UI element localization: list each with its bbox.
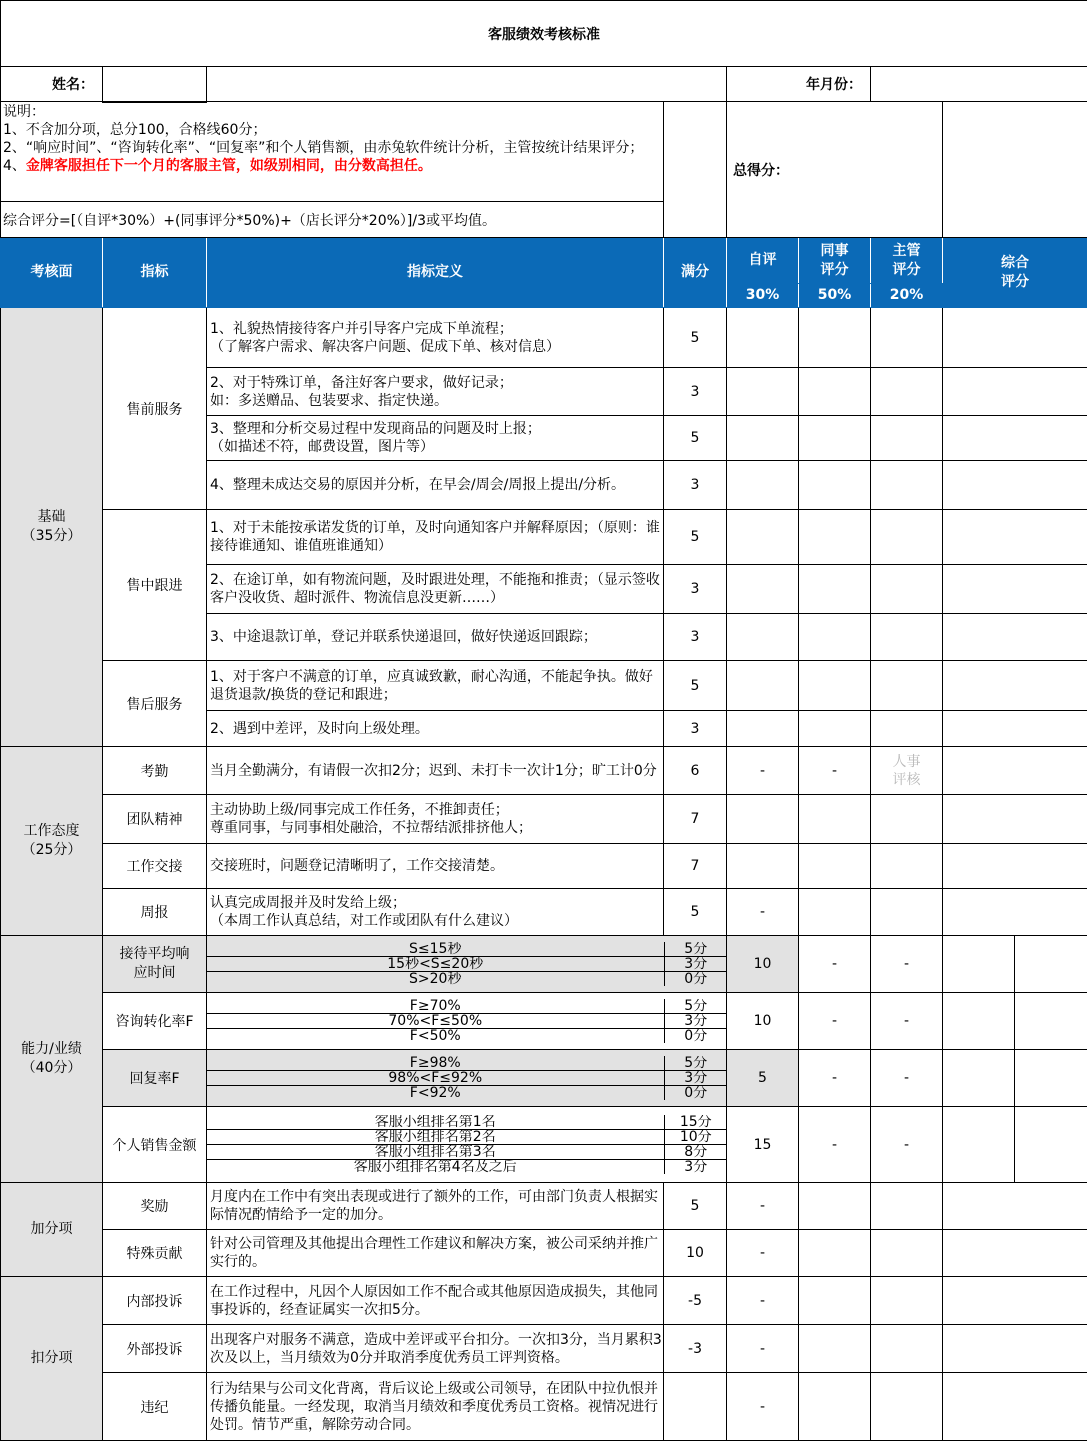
self-score-cell[interactable] [727,844,799,889]
blank-cell [664,102,727,238]
item-insale: 售中跟进 [103,510,207,661]
mgr-score-cell[interactable] [871,368,943,416]
peer-score-cell[interactable] [799,1325,871,1373]
peer-score-cell[interactable] [799,368,871,416]
criteria-points: 15分 [664,1115,727,1130]
col-peer-header: 同事 评分 [799,238,871,284]
definition-cell: 出现客户对服务不满意，造成中差评或平台扣分。一次扣3分，当月累积3次及以上，当月绩效为0分并取消季度优秀员工评判资格。 [207,1325,664,1373]
item-reply-rate: 回复率F [103,1050,207,1107]
criteria-condition: 客服小组排名第4名及之后 [207,1160,664,1175]
mgr-score-cell[interactable] [871,795,943,844]
peer-score-cell[interactable] [799,661,871,711]
criteria-points: 0分 [684,1085,708,1100]
full-score: 10 [727,993,799,1050]
section-bonus: 加分项 [1,1183,103,1277]
item-violation: 违纪 [103,1373,207,1441]
definition-cell: 在工作过程中，凡因个人原因如工作不配合或其他原因造成损失，其他同事投诉的，经查证属实一次扣5分。 [207,1277,664,1325]
criteria-condition: 70%<F≤50% [207,1014,664,1029]
name-label: 姓名： [1,67,103,102]
criteria-points: 0分 [684,1028,708,1043]
full-score: 6 [664,747,727,795]
total-score-cell[interactable] [943,795,1087,844]
section-attitude: 工作态度 （25分） [1,747,103,936]
mgr-score-cell[interactable] [943,936,1015,993]
mgr-score-cell[interactable] [871,510,943,565]
full-score [664,1373,727,1441]
mgr-score-cell[interactable] [871,416,943,461]
mgr-score-cell[interactable] [871,844,943,889]
definition-cell: 行为结果与公司文化背离，背后议论上级或公司领导，在团队中拉仇恨并传播负能量。一经发现，取消当月绩效和季度优秀员工资格。视情况进行处罚。情节严重，解除劳动合同。 [207,1373,664,1441]
criteria-condition: F<50% [207,1029,664,1044]
self-score-cell[interactable]: - [727,889,799,936]
full-score: 10 [664,1230,727,1277]
total-score-cell[interactable] [1015,1050,1087,1107]
mgr-score-cell[interactable] [871,1325,943,1373]
full-score: 10 [727,936,799,993]
self-score-cell[interactable] [727,308,799,368]
peer-score-cell[interactable] [799,565,871,614]
peer-score-cell[interactable] [799,614,871,661]
definition-cell: 4、整理未成达交易的原因并分析，在早会/周会/周报上提出/分析。 [207,461,664,510]
full-score: 5 [664,1183,727,1230]
item-weekly: 周报 [103,889,207,936]
total-score-cell[interactable] [943,510,1087,565]
definition-cell: 1、礼貌热情接待客户并引导客户完成下单流程； （了解客户需求、解决客户问题、促成下单、核对信息） [207,308,664,368]
criteria-cell [207,1050,727,1107]
definition-cell: 主动协助上级/同事完成工作任务，不推卸责任； 尊重同事，与同事相处融洽，不拉帮结派排挤他人； [207,795,664,844]
full-score: 5 [664,308,727,368]
self-score-cell[interactable]: - [727,1230,799,1277]
note-red-text: 金牌客服担任下一个月的客服主管，如级别相同，由分数高担任。 [25,157,432,174]
definition-cell: 月度内在工作中有突出表现或进行了额外的工作，可由部门负责人根据实际情况酌情给予一定的加分。 [207,1183,664,1230]
criteria-table [207,999,727,1043]
peer-score-cell[interactable]: - [871,936,943,993]
full-score: 15 [727,1107,799,1183]
weight-self: 30% [727,284,799,308]
item-presale: 售前服务 [103,308,207,510]
self-score-cell[interactable]: - [727,1277,799,1325]
mgr-score-cell[interactable] [871,1373,943,1441]
full-score: 7 [664,795,727,844]
peer-score-cell[interactable] [799,1230,871,1277]
mgr-score-cell[interactable] [871,1230,943,1277]
note-line: 2、“响应时间”、“咨询转化率”、“回复率”和个人销售额，由赤兔软件统计分析，主管按统计结果评分； [3,139,644,156]
notes-block [1,102,664,202]
col-def-header: 指标定义 [207,238,664,308]
criteria-points: 5分 [664,999,727,1014]
criteria-condition: S>20秒 [207,972,664,987]
peer-score-cell[interactable] [799,844,871,889]
item-personal-sales: 个人销售金额 [103,1107,207,1183]
mgr-score-cell[interactable] [871,661,943,711]
blank-cell [207,67,727,102]
total-score-cell[interactable] [943,614,1087,661]
criteria-points: 3分 [664,1014,727,1029]
total-score-cell[interactable] [1015,993,1087,1050]
month-label: 年月份： [727,67,871,102]
formula-text: 综合评分=[（自评*30%）+(同事评分*50%)+（店长评分*20%）]/3或平均值。 [1,202,664,238]
full-score: 3 [664,461,727,510]
criteria-points: 10分 [664,1130,727,1145]
mgr-score-cell[interactable] [943,1107,1015,1183]
self-score-cell[interactable] [727,661,799,711]
definition-cell: 1、对于未能按承诺发货的订单，及时向通知客户并解释原因；（原则：谁接待谁通知、谁值班谁通知） [207,510,664,565]
item-team: 团队精神 [103,795,207,844]
item-response-time: 接待平均响 应时间 [103,936,207,993]
definition-cell: 认真完成周报并及时发给上级； （本周工作认真总结，对工作或团队有什么建议） [207,889,664,936]
mgr-score-cell[interactable] [943,1050,1015,1107]
total-score-cell[interactable] [943,889,1087,936]
definition-cell: 1、对于客户不满意的订单，应真诚致歉，耐心沟通，不能起争执。做好退货退款/换货的登记和跟进； [207,661,664,711]
total-score-cell[interactable] [943,416,1087,461]
mgr-score-cell[interactable] [943,993,1015,1050]
peer-score-cell[interactable]: - [871,993,943,1050]
criteria-points: 3分 [664,1071,727,1086]
peer-score-cell[interactable] [799,795,871,844]
note-line-red [3,157,663,175]
col-mgr-header: 主管 评分 [871,238,943,284]
total-score-cell[interactable] [943,368,1087,416]
col-self-header: 自评 [727,238,799,284]
total-score-cell[interactable] [943,747,1087,795]
peer-score-cell[interactable]: - [871,1107,943,1183]
self-score-cell[interactable] [727,795,799,844]
criteria-points: 8分 [664,1145,727,1160]
full-score: -3 [664,1325,727,1373]
criteria-condition: 98%<F≤92% [207,1071,664,1086]
col-item-header: 指标 [103,238,207,308]
total-score-cell[interactable] [943,1230,1087,1277]
definition-cell: 针对公司管理及其他提出合理性工作建议和解决方案，被公司采纳并推广实行的。 [207,1230,664,1277]
self-score-cell[interactable] [727,461,799,510]
peer-score-cell[interactable]: - [799,747,871,795]
full-score: 3 [664,614,727,661]
criteria-table [207,1115,727,1174]
col-total-header: 综合 评分 [943,238,1087,308]
name-field[interactable] [103,67,207,102]
self-score-cell[interactable]: - [799,1107,871,1183]
criteria-condition: F≥70% [207,999,664,1014]
criteria-condition: 15秒<S≤20秒 [207,957,664,972]
definition-cell: 交接班时，问题登记清晰明了，工作交接清楚。 [207,844,664,889]
section-ability: 能力/业绩 （40分） [1,936,103,1183]
total-score-cell[interactable] [943,711,1087,747]
mgr-score-cell[interactable] [871,889,943,936]
full-score: 5 [664,889,727,936]
peer-score-cell[interactable] [799,1183,871,1230]
self-score-cell[interactable]: - [727,1325,799,1373]
item-handover: 工作交接 [103,844,207,889]
item-conversion-rate: 咨询转化率F [103,993,207,1050]
self-score-cell[interactable]: - [727,747,799,795]
total-score-cell[interactable] [1015,936,1087,993]
item-aftersale: 售后服务 [103,661,207,747]
total-score-field[interactable] [943,102,1087,238]
peer-score-cell[interactable] [799,416,871,461]
total-score-cell[interactable] [943,1325,1087,1373]
peer-score-cell[interactable] [799,889,871,936]
criteria-condition: F<92% [207,1086,664,1101]
criteria-points: 3分 [684,1159,708,1174]
definition-cell: 3、中途退款订单，登记并联系快递退回，做好快递返回跟踪； [207,614,664,661]
peer-score-cell[interactable] [799,1277,871,1325]
total-score-cell[interactable] [943,1183,1087,1230]
criteria-condition: F≥98% [207,1056,664,1071]
criteria-condition: 客服小组排名第3名 [207,1145,664,1160]
self-score-cell[interactable] [727,368,799,416]
total-score-cell[interactable] [943,844,1087,889]
self-score-cell[interactable]: - [799,1050,871,1107]
month-field[interactable] [871,67,1087,102]
criteria-condition: 客服小组排名第2名 [207,1130,664,1145]
page-title: 客服绩效考核标准 [1,1,1087,67]
total-score-cell[interactable] [943,661,1087,711]
self-score-cell[interactable] [727,565,799,614]
criteria-cell [207,936,727,993]
criteria-condition: S≤15秒 [207,942,664,957]
peer-score-cell[interactable] [799,308,871,368]
definition-cell: 3、整理和分析交易过程中发现商品的问题及时上报； （如描述不符，邮费设置，图片等） [207,416,664,461]
mgr-score-cell[interactable] [871,614,943,661]
criteria-table [207,942,727,986]
total-score-cell[interactable] [943,1277,1087,1325]
total-score-label: 总得分： [727,102,943,238]
total-score-cell[interactable] [943,461,1087,510]
note-line: 1、不含加分项，总分100，合格线60分； [3,121,267,138]
self-score-cell[interactable] [727,614,799,661]
criteria-points: 5分 [664,1056,727,1071]
peer-score-cell[interactable] [799,461,871,510]
mgr-score-cell[interactable] [871,461,943,510]
full-score: 7 [664,844,727,889]
total-score-cell[interactable] [943,565,1087,614]
full-score: 5 [664,416,727,461]
full-score: 3 [664,565,727,614]
note-line: 说明： [3,103,45,120]
item-reward: 奖励 [103,1183,207,1230]
full-score: 3 [664,711,727,747]
mgr-score-cell[interactable] [871,308,943,368]
item-special-contribution: 特殊贡献 [103,1230,207,1277]
item-attendance: 考勤 [103,747,207,795]
mgr-score-cell[interactable] [871,1277,943,1325]
self-score-cell[interactable] [727,711,799,747]
self-score-cell[interactable] [727,510,799,565]
note-red-prefix: 4、 [3,157,26,174]
self-score-cell[interactable]: - [727,1183,799,1230]
criteria-table [207,1056,727,1100]
criteria-points: 5分 [664,942,727,957]
full-score: 5 [727,1050,799,1107]
criteria-cell [207,993,727,1050]
item-external-complaint: 外部投诉 [103,1325,207,1373]
total-score-cell[interactable] [1015,1107,1087,1183]
criteria-points: 0分 [684,971,708,986]
definition-cell: 2、在途订单，如有物流问题，及时跟进处理，不能拖和推责；（显示签收客户没收货、超时派件、物流信息没更新……） [207,565,664,614]
section-basic: 基础 （35分） [1,308,103,747]
full-score: 5 [664,661,727,711]
mgr-score-cell[interactable]: 人事 评核 [871,747,943,795]
col-full-header: 满分 [664,238,727,308]
weight-peer: 50% [799,284,871,308]
full-score: 5 [664,510,727,565]
section-deduct: 扣分项 [1,1277,103,1441]
criteria-points: 3分 [664,957,727,972]
peer-score-cell[interactable] [799,510,871,565]
definition-cell: 2、遇到中差评，及时向上级处理。 [207,711,664,747]
mgr-score-cell[interactable] [871,565,943,614]
definition-cell: 当月全勤满分，有请假一次扣2分；迟到、未打卡一次计1分；旷工计0分 [207,747,664,795]
weight-mgr: 20% [871,284,943,308]
definition-cell: 2、对于特殊订单，备注好客户要求，做好记录； 如：多送赠品、包装要求、指定快递。 [207,368,664,416]
peer-score-cell[interactable] [799,1373,871,1441]
col-area-header: 考核面 [1,238,103,308]
full-score: 3 [664,368,727,416]
criteria-cell [207,1107,727,1183]
self-score-cell[interactable]: - [727,1373,799,1441]
self-score-cell[interactable]: - [799,936,871,993]
total-score-cell[interactable] [943,1373,1087,1441]
mgr-score-cell[interactable] [871,711,943,747]
self-score-cell[interactable]: - [799,993,871,1050]
total-score-cell[interactable] [943,308,1087,368]
self-score-cell[interactable] [727,416,799,461]
peer-score-cell[interactable] [799,711,871,747]
criteria-condition: 客服小组排名第1名 [207,1115,664,1130]
item-internal-complaint: 内部投诉 [103,1277,207,1325]
peer-score-cell[interactable]: - [871,1050,943,1107]
full-score: -5 [664,1277,727,1325]
mgr-score-cell[interactable] [871,1183,943,1230]
